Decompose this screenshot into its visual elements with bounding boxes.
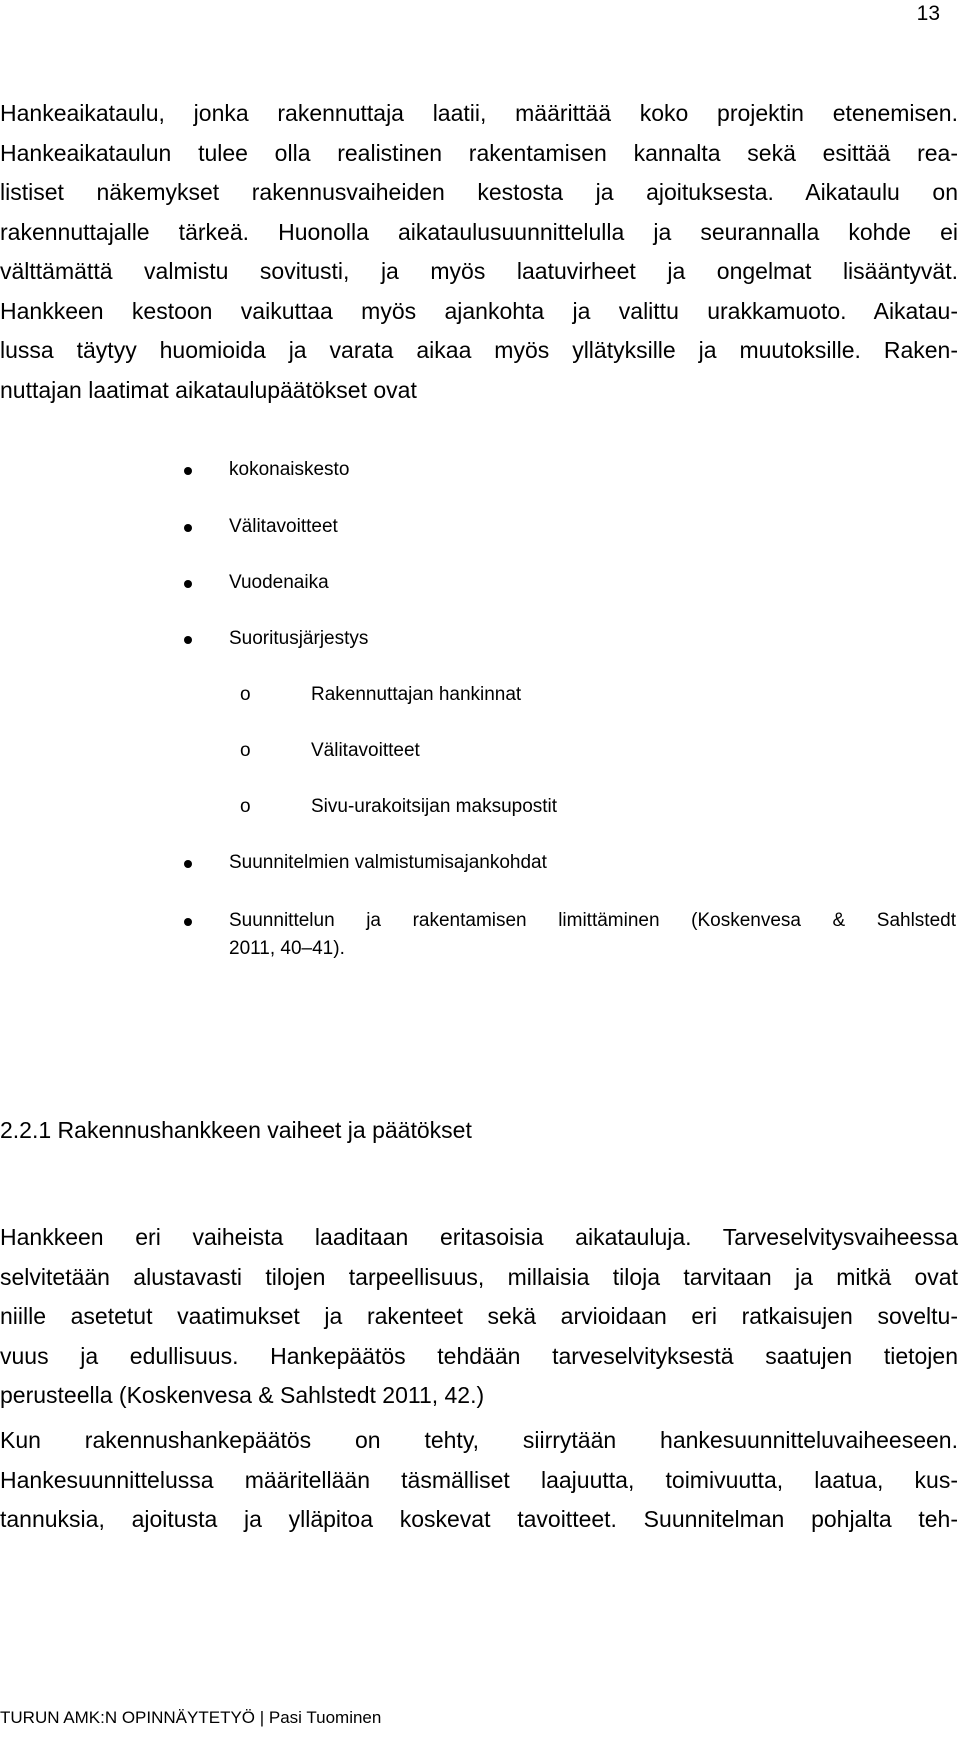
bullet-icon — [184, 918, 192, 926]
circle-bullet-icon: o — [240, 796, 251, 817]
paragraph-line: Hankeaikataulun tulee olla realistinen rakentamisen kannalta sekä esittää rea- — [0, 139, 958, 166]
paragraph-line: selvitetään alustavasti tilojen tarpeellisuus, millaisia tiloja tarvitaan ja mitkä ovat — [0, 1263, 958, 1290]
paragraph-line: Kun rakennushankepäätös on tehty, siirrytään hankesuunnitteluvaiheeseen. — [0, 1427, 958, 1453]
bullet-icon — [184, 524, 192, 532]
list-item-text: Sivu-urakoitsijan maksupostit — [311, 796, 558, 817]
list-item-text: Vuodenaika — [229, 572, 329, 593]
bullet-icon — [184, 860, 192, 868]
paragraph-line: Hankeaikataulu, jonka rakennuttaja laatii, määrittää koko projektin etenemisen. — [0, 100, 958, 126]
section-heading: 2.2.1 Rakennushankkeen vaiheet ja päätökset — [0, 1117, 472, 1143]
list-item-text: Suoritusjärjestys — [229, 628, 369, 649]
paragraph-phases — [0, 1218, 958, 1416]
paragraph-schedule — [0, 94, 958, 410]
bullet-icon — [184, 467, 192, 475]
page-footer: TURUN AMK:N OPINNÄYTETYÖ | Pasi Tuominen — [0, 1708, 382, 1727]
page-number: 13 — [916, 2, 940, 25]
list-item-text: Suunnitelmien valmistumisajankohdat — [229, 852, 547, 873]
paragraph-line: perusteella (Koskenvesa & Sahlstedt 2011, 42.) — [0, 1382, 485, 1408]
list-item-text: Välitavoitteet — [311, 740, 420, 761]
list-item-line: Suunnittelun ja rakentamisen limittäminen (Koskenvesa & Sahlstedt — [229, 910, 956, 931]
paragraph-line: Hankkeen kestoon vaikuttaa myös ajankohta ja valittu urakkamuoto. Aikatau- — [0, 297, 958, 324]
paragraph-line: listiset näkemykset rakennusvaiheiden kestosta ja ajoituksesta. Aikataulu on — [0, 179, 958, 205]
circle-bullet-icon: o — [240, 740, 251, 761]
list-item-text: Rakennuttajan hankinnat — [311, 684, 522, 705]
bullet-icon — [184, 580, 192, 588]
paragraph-line: lussa täytyy huomioida ja varata aikaa myös yllätyksille ja muutoksille. Raken- — [0, 337, 958, 363]
paragraph-line: nuttajan laatimat aikataulupäätökset ovat — [0, 376, 417, 403]
list-item-text: kokonaiskesto — [229, 459, 350, 480]
list-item-line: 2011, 40–41). — [229, 938, 345, 959]
bullet-icon — [184, 636, 192, 644]
paragraph-line: niille asetetut vaatimukset ja rakenteet sekä arvioidaan eri ratkaisujen soveltu- — [0, 1303, 958, 1329]
paragraph-line: rakennuttajalle tärkeä. Huonolla aikataulusuunnittelulla ja seurannalla kohde ei — [0, 218, 958, 245]
list-item-text — [229, 907, 956, 963]
circle-bullet-icon: o — [240, 684, 251, 705]
paragraph-project-planning — [0, 1421, 958, 1540]
paragraph-line: välttämättä valmistu sovitusti, ja myös laatuvirheet ja ongelmat lisääntyvät. — [0, 258, 958, 284]
paragraph-line: tannuksia, ajoitusta ja ylläpitoa koskevat tavoitteet. Suunnitelman pohjalta teh- — [0, 1506, 958, 1532]
paragraph-line: Hankesuunnittelussa määritellään täsmälliset laajuutta, toimivuutta, laatua, kus- — [0, 1466, 958, 1493]
paragraph-line: vuus ja edullisuus. Hankepäätös tehdään tarveselvityksestä saatujen tietojen — [0, 1342, 958, 1369]
paragraph-line: Hankkeen eri vaiheista laaditaan eritasoisia aikatauluja. Tarveselvitysvaiheessa — [0, 1224, 958, 1250]
list-item-text: Välitavoitteet — [229, 516, 338, 537]
